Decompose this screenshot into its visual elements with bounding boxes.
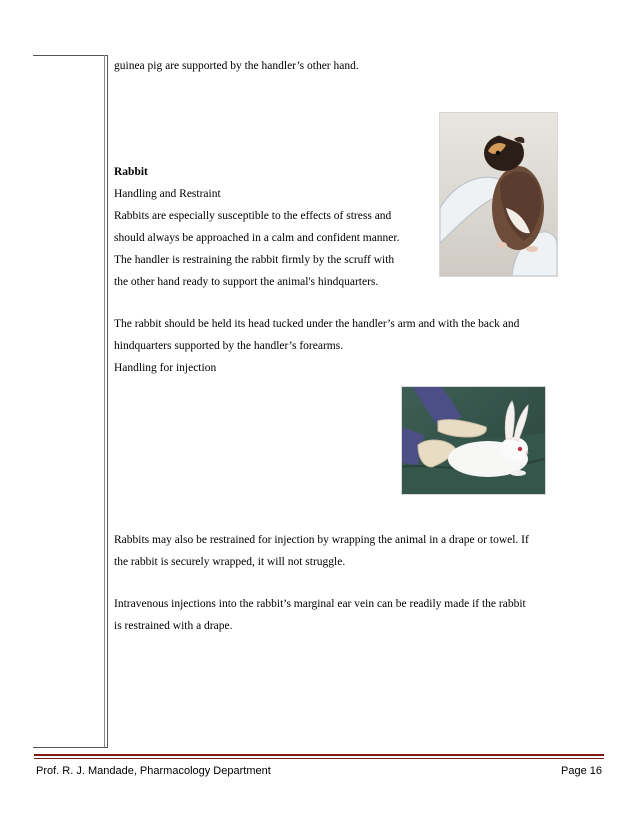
rabbit-restraint-photo xyxy=(401,386,546,495)
paragraph-line: Rabbits are especially susceptible to the effects of stress and xyxy=(114,210,392,222)
paragraph-line: the rabbit is securely wrapped, it will not struggle. xyxy=(114,556,346,568)
rabbit-heading: Rabbit xyxy=(114,166,148,178)
footer-rule-thin xyxy=(34,758,604,759)
footer-author: Prof. R. J. Mandade, Pharmacology Department xyxy=(36,765,271,777)
paragraph-line: Intravenous injections into the rabbit’s marginal ear vein can be readily made if the rabbit xyxy=(114,598,526,610)
guinea-pig-line: guinea pig are supported by the handler’s other hand. xyxy=(114,60,359,72)
margin-bracket-line xyxy=(107,55,108,748)
margin-bracket-top xyxy=(33,55,107,56)
guinea-pig-photo xyxy=(439,112,558,277)
paragraph-line: is restrained with a drape. xyxy=(114,620,233,632)
paragraph-line: The handler is restraining the rabbit firmly by the scruff with xyxy=(114,254,395,266)
margin-bracket-inner-line xyxy=(104,55,105,748)
paragraph-line: the other hand ready to support the animal's hindquarters. xyxy=(114,276,379,288)
guinea-pig-illustration xyxy=(440,113,557,276)
paragraph-line: should always be approached in a calm and confident manner. xyxy=(114,232,400,244)
margin-bracket-bottom xyxy=(33,747,107,748)
rabbit-illustration xyxy=(402,387,545,494)
footer-rule-thick xyxy=(34,754,604,756)
paragraph-line: hindquarters supported by the handler’s forearms. xyxy=(114,340,344,352)
handling-restraint-subheading: Handling and Restraint xyxy=(114,188,221,200)
handling-injection-subheading: Handling for injection xyxy=(114,362,217,374)
footer-page-number: Page 16 xyxy=(561,765,602,777)
paragraph-line: Rabbits may also be restrained for injection by wrapping the animal in a drape or towel. If xyxy=(114,534,529,546)
paragraph-line: The rabbit should be held its head tucked under the handler’s arm and with the back and xyxy=(114,318,520,330)
